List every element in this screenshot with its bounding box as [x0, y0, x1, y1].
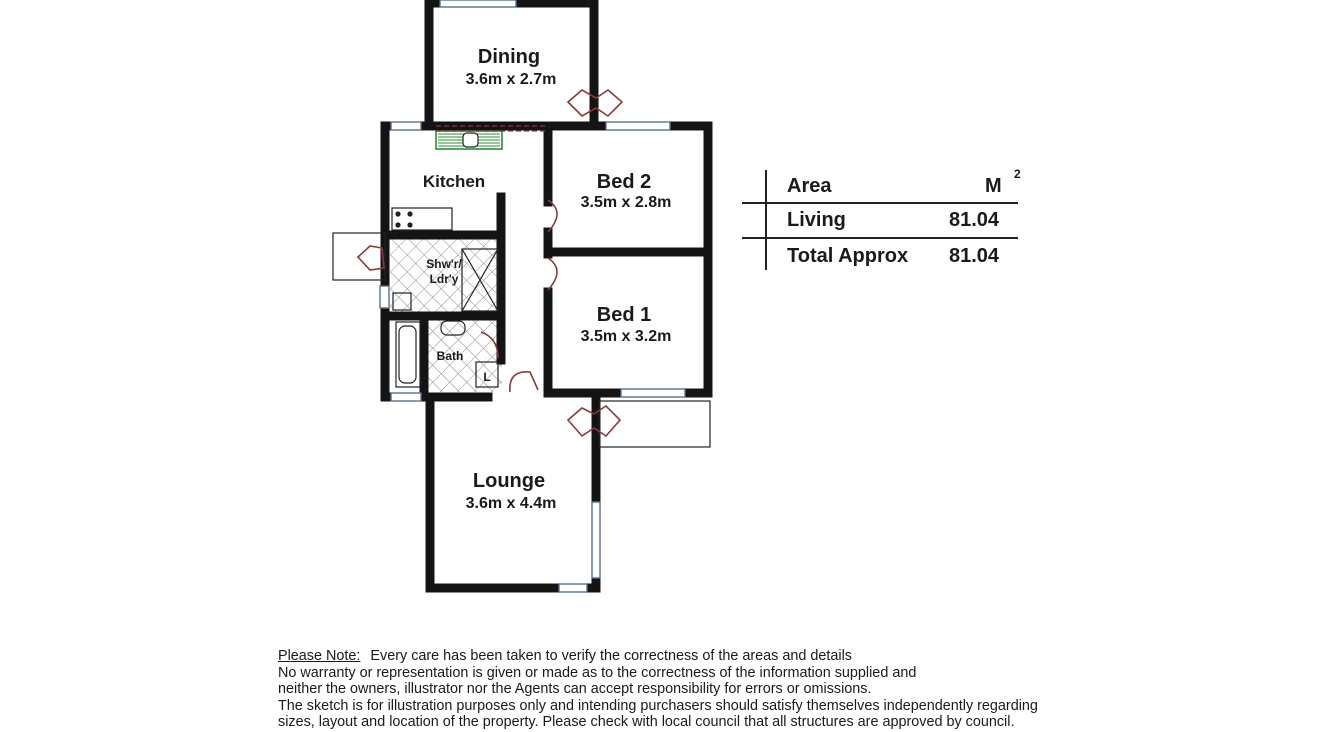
lounge-dimensions: 3.6m x 4.4m — [465, 495, 557, 512]
area-table — [742, 167, 1032, 270]
lounge-label: Lounge — [472, 470, 546, 492]
dining-label: Dining — [477, 46, 541, 68]
bed1-dimensions: 3.5m x 3.2m — [580, 328, 672, 345]
disclaimer — [278, 648, 1118, 731]
area-header-label: Area — [787, 175, 832, 197]
dining-dimensions: 3.6m x 2.7m — [465, 71, 557, 88]
area-header-unit: M — [985, 175, 1002, 197]
area-row-total-label: Total Approx — [787, 245, 909, 267]
shower-laundry-label-line2: Ldr'y — [429, 272, 459, 286]
area-row-living-value: 81.04 — [949, 209, 1000, 231]
disclaimer-line-1 — [278, 648, 1118, 665]
bed2-label: Bed 2 — [596, 171, 652, 193]
cooktop — [395, 211, 412, 227]
disclaimer-line-5: sizes, layout and location of the property. Please check with local council that all structures are approved by council. — [278, 714, 1015, 731]
linen-label: L — [483, 370, 491, 384]
shower-laundry-label-line1: Shw'r/ — [426, 257, 462, 271]
bed2-dimensions: 3.5m x 2.8m — [580, 194, 672, 211]
disclaimer-label: Please Note: — [278, 648, 361, 664]
kitchen-sink — [436, 131, 502, 149]
area-row-total-value: 81.04 — [949, 245, 1000, 267]
disclaimer-line-3: neither the owners, illustrator nor the Agents can accept responsibility for errors or omissions. — [278, 681, 872, 698]
disclaimer-line-2: No warranty or representation is given or made as to the correctness of the information supplied and — [278, 664, 917, 681]
kitchen-label: Kitchen — [422, 172, 486, 191]
disclaimer-line-4: The sketch is for illustration purposes only and intending purchasers should satisfy themselves independently regarding — [278, 697, 1038, 714]
area-row-living-label: Living — [787, 209, 846, 231]
bath-label: Bath — [436, 349, 464, 363]
disclaimer-text-1: Every care has been taken to verify the correctness of the areas and details — [370, 648, 852, 664]
bed1-label: Bed 1 — [596, 304, 652, 326]
area-header-unit-sup: 2 — [1014, 167, 1021, 181]
